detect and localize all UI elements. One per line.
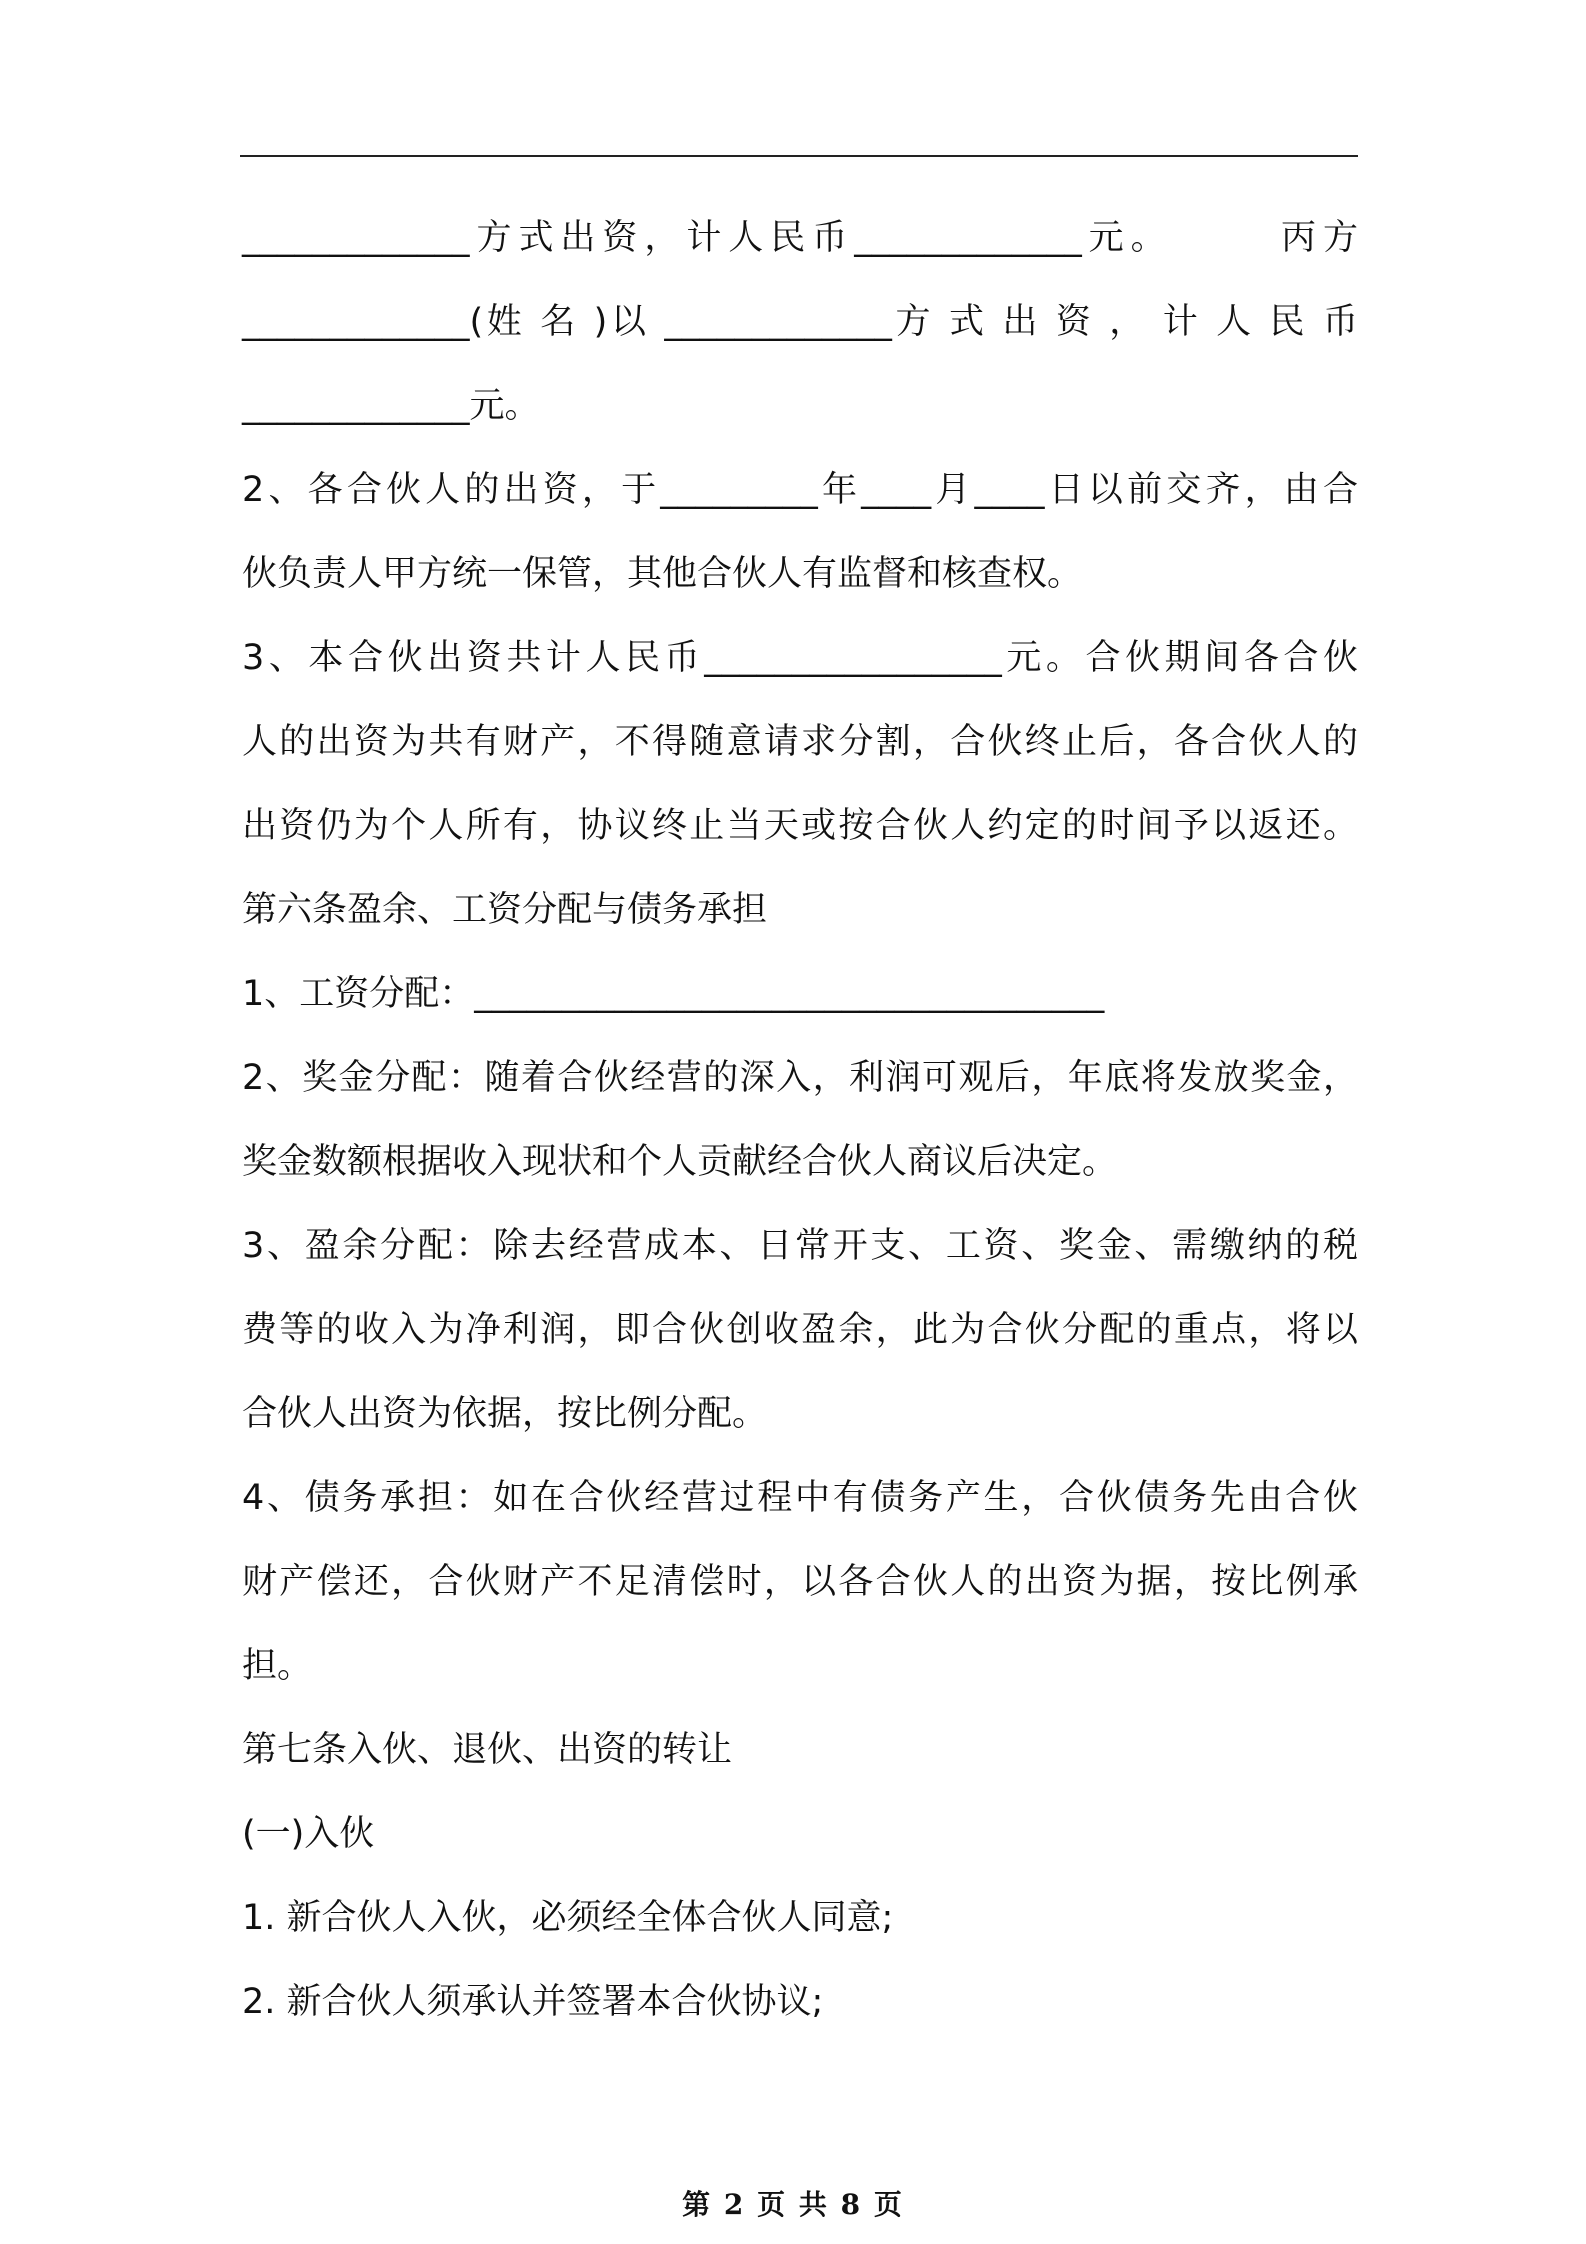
subsection-heading: (一)入伙 [242,1814,375,1854]
text-line: 1. 新合伙人入伙，必须经全体合伙人同意; [242,1898,894,1938]
page-number: 第 2 页 共 8 页 [682,2188,904,2221]
text-line: 3、本合伙出资共计人民币_________________元。合伙期间各合伙 [242,638,1358,678]
text-line: _____________(姓 名 )以 _____________方 式 出 资 ， 计 人 民 币 [242,302,1358,342]
text-line: 费等的收入为净利润，即合伙创收盈余，此为合伙分配的重点，将以 [242,1310,1358,1350]
section-heading: 第七条入伙、退伙、出资的转让 [242,1730,733,1770]
text-line: 担。 [242,1646,313,1686]
text-line: 2. 新合伙人须承认并签署本合伙协议; [242,1982,824,2022]
text-line: 人的出资为共有财产，不得随意请求分割，合伙终止后，各合伙人的 [242,722,1358,762]
text-line: 1、工资分配：____________________________________ [242,974,1105,1014]
text-line: 2、各合伙人的出资，于_________年____月____日以前交齐，由合 [242,470,1358,510]
text-line: 4、债务承担：如在合伙经营过程中有债务产生，合伙债务先由合伙 [242,1478,1358,1518]
document-body [242,196,1358,2044]
text-line: 伙负责人甲方统一保管，其他合伙人有监督和核查权。 [242,554,1083,594]
text-line: 2、奖金分配：随着合伙经营的深入，利润可观后，年底将发放奖金， [242,1058,1358,1098]
text-line: _____________元。 [242,386,540,426]
header-rule [240,155,1358,157]
text-line: 3、盈余分配：除去经营成本、日常开支、工资、奖金、需缴纳的税 [242,1226,1358,1266]
text-line: 合伙人出资为依据，按比例分配。 [242,1394,768,1434]
section-heading: 第六条盈余、工资分配与债务承担 [242,890,768,930]
text-line: 奖金数额根据收入现状和个人贡献经合伙人商议后决定。 [242,1142,1118,1182]
text-line: 出资仍为个人所有，协议终止当天或按合伙人约定的时间予以返还。 [242,806,1358,846]
text-line: 财产偿还，合伙财产不足清偿时，以各合伙人的出资为据，按比例承 [242,1562,1358,1602]
text-line: _____________方式出资，计人民币_____________元。 丙方 [242,218,1358,258]
